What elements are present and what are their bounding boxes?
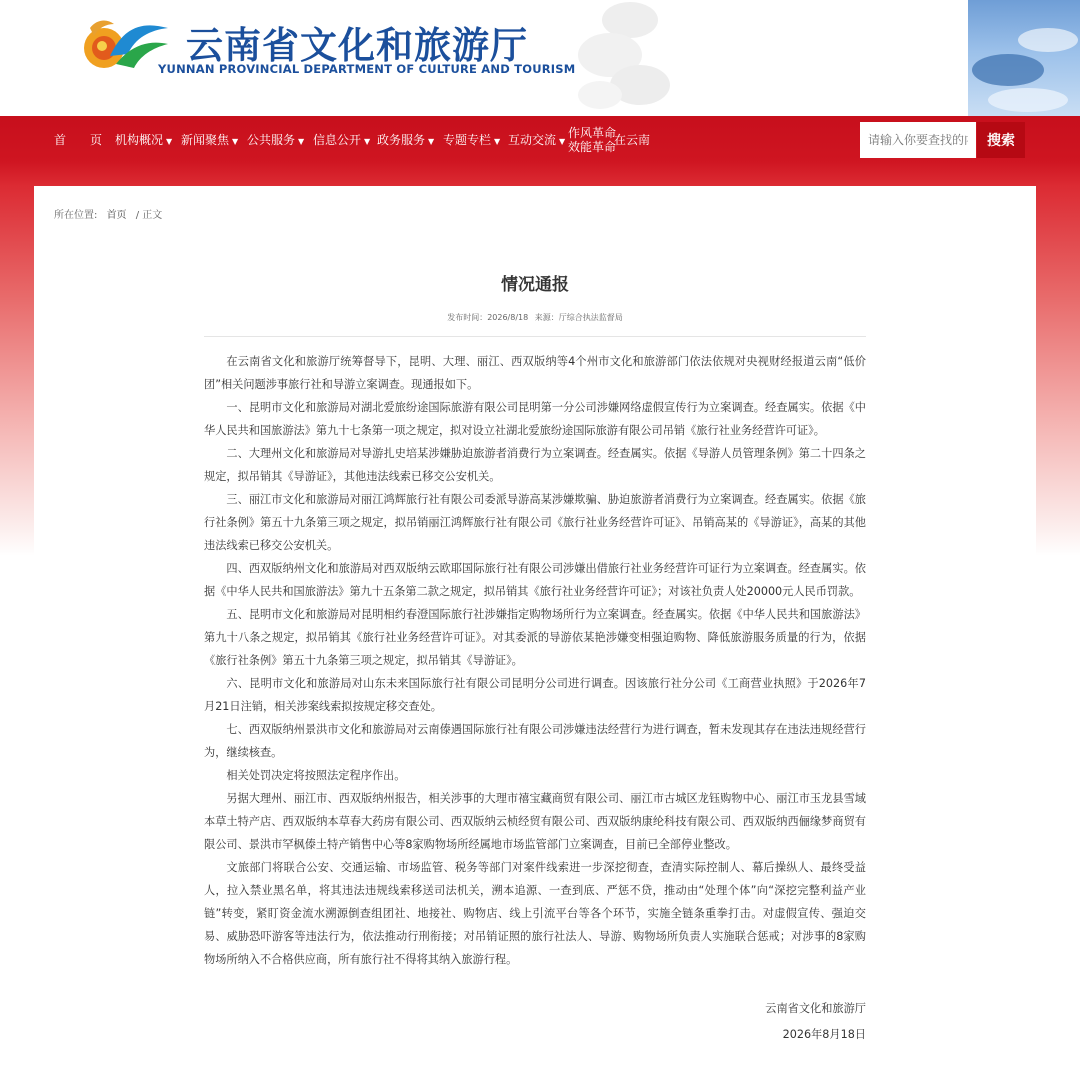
chevron-down-icon: ▼ — [166, 137, 173, 146]
nav-item-label: 信息公开 — [313, 133, 362, 147]
breadcrumb-current: / 正文 — [135, 210, 163, 221]
paragraph: 七、西双版纳州景洪市文化和旅游局对云南傣遇国际旅行社有限公司涉嫌违法经营行为进行调查，暂未发现其存在违法违规经营行为，继续核查。 — [204, 723, 866, 759]
article-source: 来源：厅综合执法监督局 — [534, 313, 623, 322]
paragraph: 六、昆明市文化和旅游局对山东未来国际旅行社有限公司昆明分公司进行调查。因该旅行社分公司《工商营业执照》于2026年7月21日注销，相关涉案线索拟按规定移交查处。 — [204, 677, 866, 713]
paragraph: 五、昆明市文化和旅游局对昆明相约春澄国际旅行社涉嫌指定购物场所行为立案调查。经查属实。依据《中华人民共和国旅游法》第九十八条之规定，拟吊销其《旅行社业务经营许可证》。对其委派的导游依某艳涉嫌变相强迫购物、降低旅游服务质量的行为，依据《旅行社条例》第五十九条第三项之规定，拟吊销其《导游证》。 — [204, 608, 866, 667]
nav-item-news[interactable] — [181, 116, 238, 164]
signature-date: 2026年8月18日 — [782, 1028, 866, 1041]
article-title: 情况通报 — [501, 275, 569, 295]
nav-special-line: 作风革命 — [568, 126, 617, 140]
nav-item-public-service[interactable] — [247, 116, 304, 164]
nav-special-suffix: 在云南 — [614, 133, 651, 147]
nav-item-label: 公共服务 — [247, 133, 296, 147]
cloud-decoration — [560, 0, 680, 116]
breadcrumb-home-link[interactable]: 首页 — [106, 210, 127, 221]
nav-item-home[interactable] — [54, 116, 102, 164]
breadcrumb — [54, 206, 168, 221]
paragraph: 四、西双版纳州文化和旅游局对西双版纳云欧耶国际旅行社有限公司涉嫌出借旅行社业务经营许可证行为立案调查。经查属实。依据《中华人民共和国旅游法》第九十五条第二款之规定，拟吊销其《旅行社业务经营许可证》；对该社负责人处20000元人民币罚款。 — [204, 562, 866, 598]
chevron-down-icon: ▼ — [559, 137, 566, 146]
nav-item-interaction[interactable] — [508, 116, 565, 164]
site-title-english: YUNNAN PROVINCIAL DEPARTMENT OF CULTURE AND TOURISM — [158, 62, 576, 76]
publish-time: 发布时间：2026/8/18 — [447, 313, 529, 322]
divider — [204, 336, 866, 337]
chevron-down-icon: ▼ — [494, 137, 501, 146]
nav-item-label: 新闻聚焦 — [181, 133, 230, 147]
nav-item-special-topics[interactable] — [443, 116, 500, 164]
search-input[interactable] — [860, 122, 976, 158]
nav-item-info-disclosure[interactable] — [313, 116, 370, 164]
nav-item-label: 政务服务 — [377, 133, 426, 147]
nav-item-label: 互动交流 — [508, 133, 557, 147]
chevron-down-icon: ▼ — [364, 137, 371, 146]
breadcrumb-prefix: 所在位置: — [54, 210, 98, 221]
article-body — [204, 350, 866, 971]
nav-special-line: 效能革命 — [568, 140, 617, 154]
nav-item-about[interactable] — [115, 116, 172, 164]
nav-item-label: 专题专栏 — [443, 133, 492, 147]
article-meta — [34, 312, 1036, 323]
signature-org: 云南省文化和旅游厅 — [765, 1002, 866, 1015]
paragraph: 一、昆明市文化和旅游局对湖北爱旅纷途国际旅游有限公司昆明第一分公司涉嫌网络虚假宣传行为立案调查。经查属实。依据《中华人民共和国旅游法》第九十七条第一项之规定，拟对设立社湖北爱旅纷途国际旅游有限公司吊销《旅行社业务经营许可证》。 — [204, 401, 866, 437]
paragraph: 另据大理州、丽江市、西双版纳州报告，相关涉事的大理市禧宝藏商贸有限公司、丽江市古城区龙钰购物中心、丽江市玉龙县雪域本草土特产店、西双版纳本草春大药房有限公司、西双版纳云桢经贸有限公司、西双版纳康纶科技有限公司、西双版纳西俪缘梦商贸有限公司、景洪市罕枫傣土特产销售中心等8家购物场所经属地市场监管部门立案调查，目前已全部停业整改。 — [204, 792, 866, 851]
sky-decoration — [968, 0, 1080, 116]
site-title[interactable]: 云南省文化和旅游厅 — [186, 24, 528, 67]
sky-cloud-shape — [968, 0, 1080, 116]
nav-item-style-revolution[interactable] — [568, 126, 651, 154]
department-logo-icon[interactable] — [80, 14, 170, 76]
search-button[interactable]: 搜索 — [977, 122, 1025, 158]
site-header — [0, 0, 1080, 116]
paragraph: 相关处罚决定将按照法定程序作出。 — [226, 769, 406, 782]
chevron-down-icon: ▼ — [232, 137, 239, 146]
nav-item-label: 首 页 — [54, 133, 103, 147]
paragraph: 二、大理州文化和旅游局对导游扎史培某涉嫌胁迫旅游者消费行为立案调查。经查属实。依据《导游人员管理条例》第二十四条之规定，拟吊销其《导游证》，其他违法线索已移交公安机关。 — [204, 447, 866, 483]
nav-item-government-service[interactable] — [377, 116, 434, 164]
nav-item-label: 机构概况 — [115, 133, 164, 147]
paragraph: 三、丽江市文化和旅游局对丽江鸿辉旅行社有限公司委派导游高某涉嫌欺骗、胁迫旅游者消费行为立案调查。经查属实。依据《旅行社条例》第五十九条第三项之规定，拟吊销丽江鸿辉旅行社有限公司《旅行社业务经营许可证》、吊销高某的《导游证》，高某的其他违法线索已移交公安机关。 — [204, 493, 866, 552]
chevron-down-icon: ▼ — [298, 137, 305, 146]
article-signature — [34, 996, 866, 1048]
paragraph: 文旅部门将联合公安、交通运输、市场监管、税务等部门对案件线索进一步深挖彻查，查清实际控制人、幕后操纵人、最终受益人，拉入禁业黑名单，将其违法违规线索移送司法机关，溯本追源、一查到底、严惩不贷，推动由“处理个体”向“深挖完整利益产业链”转变，紧盯资金流水溯源倒查组团社、地接社、购物店、线上引流平台等各个环节，实施全链条重拳打击。对虚假宣传、强迫交易、威胁恐吓游客等违法行为，依法推动行刑衔接；对吊销证照的旅行社法人、导游、购物场所负责人实施联合惩戒；对涉事的8家购物场所纳入不合格供应商，所有旅行社不得将其纳入旅游行程。 — [204, 861, 866, 966]
paragraph: 在云南省文化和旅游厅统筹督导下，昆明、大理、丽江、西双版纳等4个州市文化和旅游部门依法依规对央视财经报道云南“低价团”相关问题涉事旅行社和导游立案调查。现通报如下。 — [204, 355, 866, 391]
chevron-down-icon: ▼ — [428, 137, 435, 146]
article-container — [34, 186, 1036, 1066]
